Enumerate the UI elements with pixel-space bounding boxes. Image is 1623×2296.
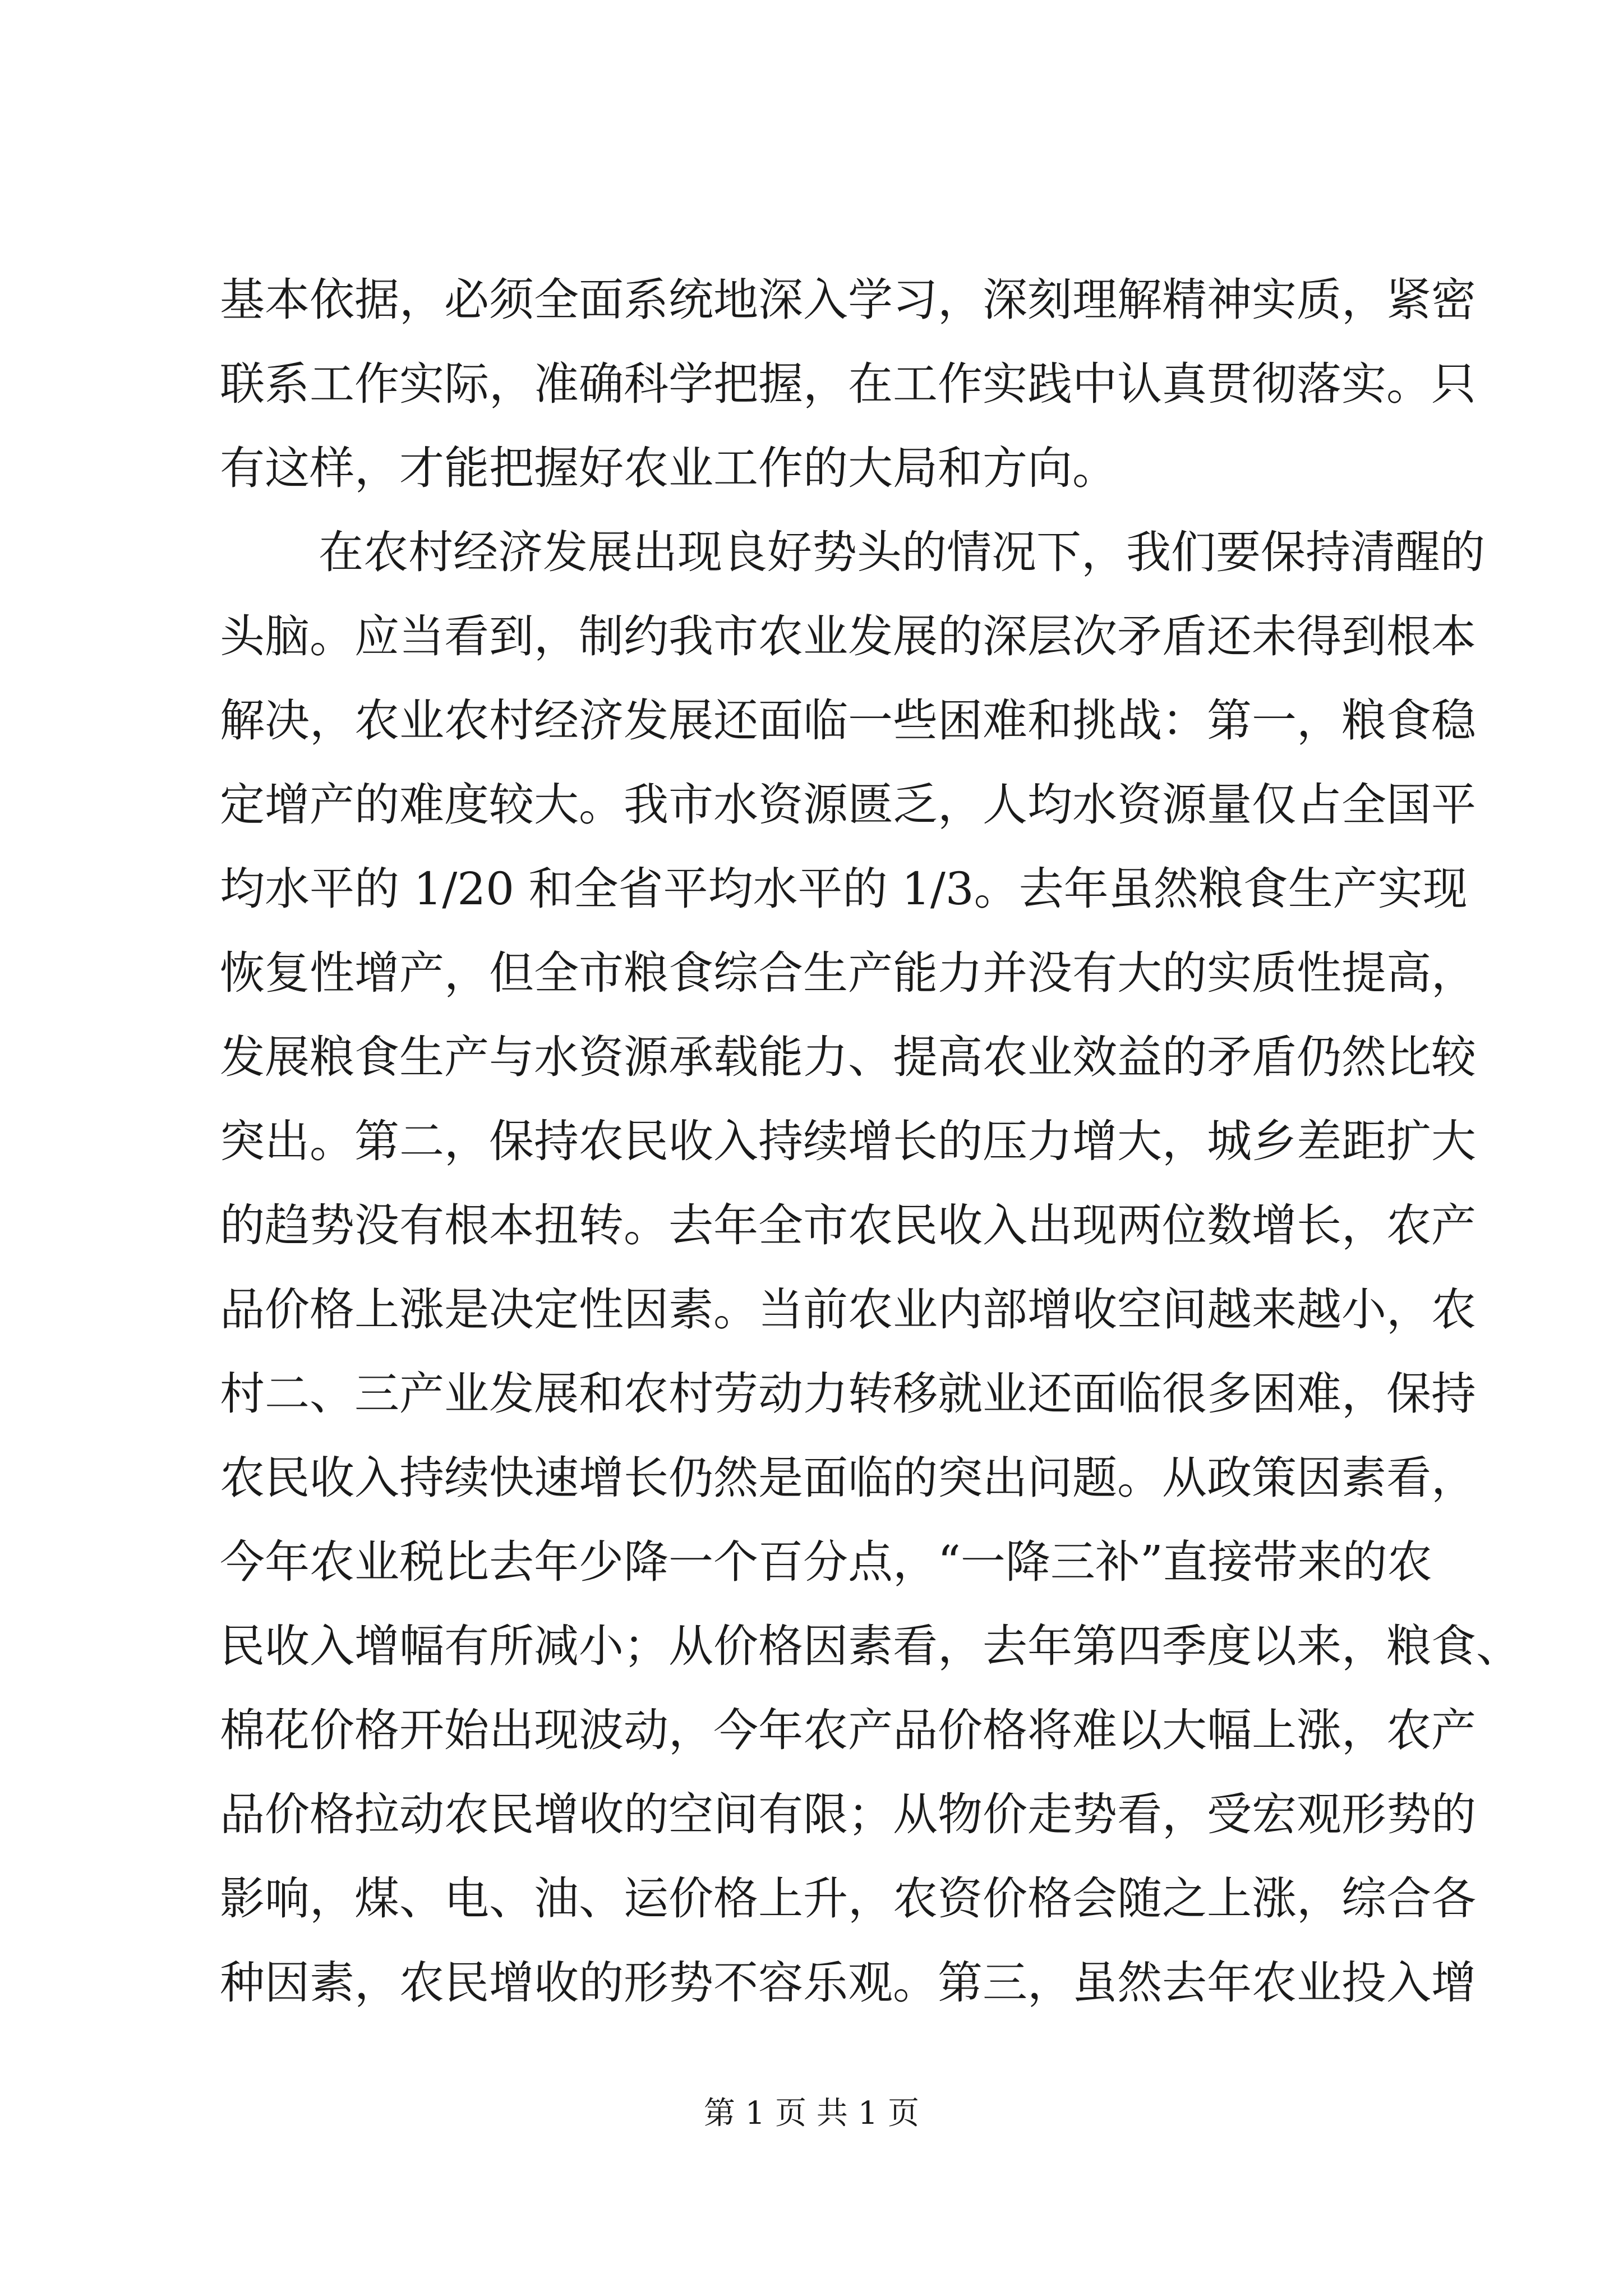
text-line: 定增产的难度较大。我市水资源匮乏，人均水资源量仅占全国平	[220, 779, 1476, 831]
text-line: 农民收入持续快速增长仍然是面临的突出问题。从政策因素看，	[220, 1452, 1476, 1504]
text-line: 基本依据，必须全面系统地深入学习，深刻理解精神实质，紧密	[220, 274, 1476, 326]
text-line: 联系工作实际，准确科学把握，在工作实践中认真贯彻落实。只	[220, 358, 1476, 410]
text-line: 头脑。应当看到，制约我市农业发展的深层次矛盾还未得到根本	[220, 610, 1476, 662]
text-line: 民收入增幅有所减小；从价格因素看，去年第四季度以来，粮食、	[220, 1620, 1521, 1672]
text-line: 均水平的 1/20 和全省平均水平的 1/3。去年虽然粮食生产实现	[220, 863, 1468, 915]
text-line: 村二、三产业发展和农村劳动力转移就业还面临很多困难，保持	[220, 1368, 1476, 1420]
text-line: 今年农业税比去年少降一个百分点，“一降三补”直接带来的农	[220, 1536, 1432, 1588]
text-line: 解决，农业农村经济发展还面临一些困难和挑战：第一，粮食稳	[220, 694, 1476, 747]
text-line: 突出。第二，保持农民收入持续增长的压力增大，城乡差距扩大	[220, 1115, 1476, 1167]
text-line: 的趋势没有根本扭转。去年全市农民收入出现两位数增长，农产	[220, 1199, 1476, 1251]
paragraph	[220, 510, 1521, 2025]
text-line: 品价格上涨是决定性因素。当前农业内部增收空间越来越小，农	[220, 1283, 1476, 1336]
document-body	[220, 258, 1521, 2025]
text-line: 影响，煤、电、油、运价格上升，农资价格会随之上涨，综合各	[220, 1872, 1476, 1925]
text-line: 有这样，才能把握好农业工作的大局和方向。	[220, 442, 1117, 494]
text-line: 恢复性增产，但全市粮食综合生产能力并没有大的实质性提高，	[220, 947, 1476, 999]
text-line: 棉花价格开始出现波动，今年农产品价格将难以大幅上涨，农产	[220, 1704, 1476, 1756]
text-line: 在农村经济发展出现良好势头的情况下，我们要保持清醒的	[319, 526, 1485, 578]
page-footer: 第 1 页 共 1 页	[703, 2095, 920, 2132]
text-line: 种因素，农民增收的形势不容乐观。第三，虽然去年农业投入增	[220, 1957, 1476, 2009]
text-line: 品价格拉动农民增收的空间有限；从物价走势看，受宏观形势的	[220, 1788, 1476, 1841]
text-line: 发展粮食生产与水资源承载能力、提高农业效益的矛盾仍然比较	[220, 1031, 1476, 1083]
paragraph	[220, 258, 1476, 510]
